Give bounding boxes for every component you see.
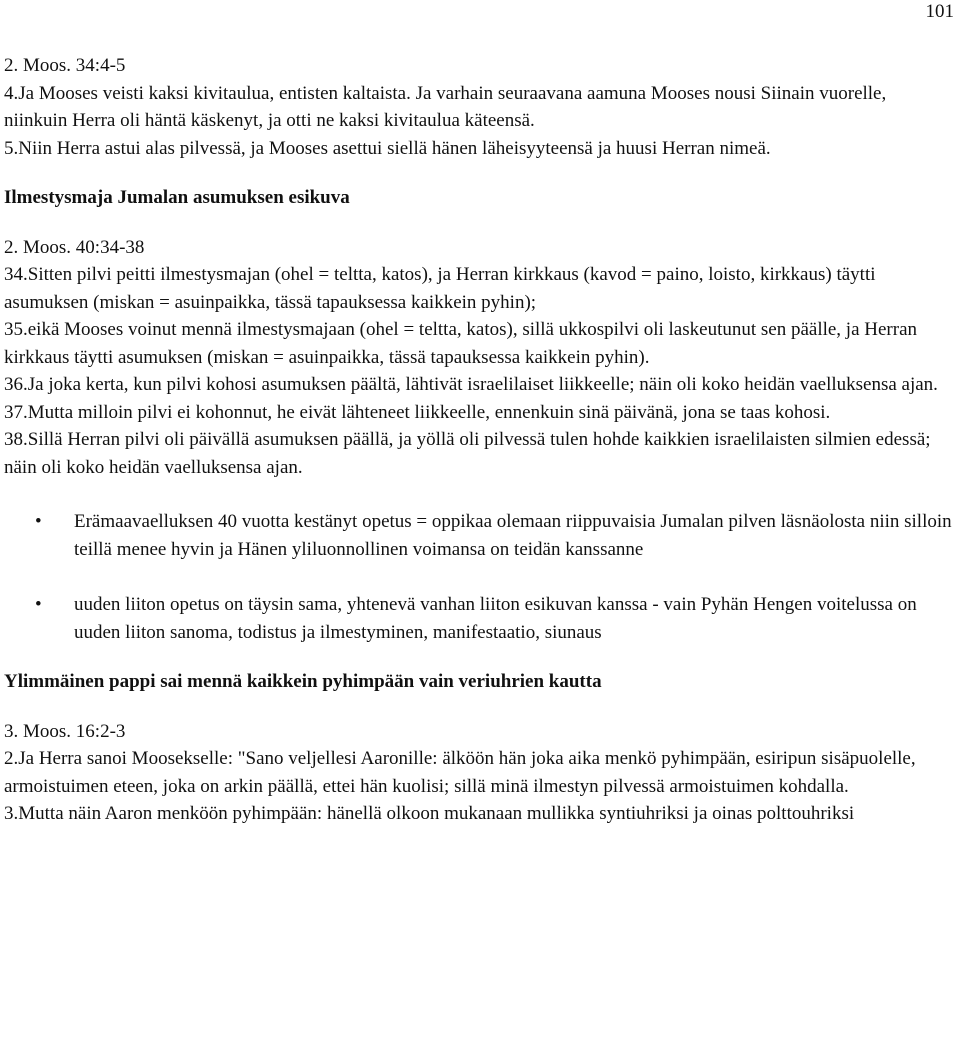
bullet-list <box>4 508 954 646</box>
verse-36: 36.Ja joka kerta, kun pilvi kohosi asumuksen päältä, lähtivät israelilaiset liikkeelle; näin oli koko heidän vaelluksensa ajan. <box>4 374 938 395</box>
page-number: 101 <box>925 1 954 22</box>
section-tabernacle <box>4 184 954 646</box>
bullet-icon: • <box>35 511 42 532</box>
verse-4: 4.Ja Mooses veisti kaksi kivitaulua, entisten kaltaista. Ja varhain seuraavana aamuna Mooses nousi Siinain vuorelle, niinkuin Herra oli häntä käskenyt, ja otti ne kaksi kivitaulua käteensä. <box>4 82 887 131</box>
scripture-reference: 3. Moos. 16:2-3 <box>4 720 126 742</box>
section-exodus-34 <box>4 52 954 162</box>
spacer <box>4 212 954 234</box>
verse-5: 5.Niin Herra astui alas pilvessä, ja Mooses asettui siellä hänen läheisyyteensä ja huusi Herran nimeä. <box>4 137 771 159</box>
list-item-text: uuden liiton opetus on täysin sama, yhtenevä vanhan liiton esikuvan kanssa - vain Pyhän Hengen voitelussa on uuden liiton sanoma, todistus ja ilmestyminen, manifestaatio, siunaus <box>74 594 917 643</box>
verse-37: 37.Mutta milloin pilvi ei kohonnut, he eivät lähteneet liikkeelle, ennenkuin sinä päivänä, jona se taas kohosi. <box>4 401 831 423</box>
bullet-icon: • <box>35 594 42 615</box>
verse-38: 38.Sillä Herran pilvi oli päivällä asumuksen päällä, ja yöllä oli pilvessä tulen hohde kaikkien israelilaisten silmien edessä; näin oli koko heidän vaelluksensa ajan. <box>4 429 931 478</box>
list-item <box>4 591 954 646</box>
section-heading: Ylimmäinen pappi sai mennä kaikkein pyhimpään vain veriuhrien kautta <box>4 671 602 692</box>
section-heading: Ilmestysmaja Jumalan asumuksen esikuva <box>4 187 350 208</box>
verse-2: 2.Ja Herra sanoi Moosekselle: "Sano veljellesi Aaronille: älköön hän joka aika menkö pyhimpään, esiripun sisäpuolelle, armoistuimen eteen, joka on arkin päällä, ettei hän kuolisi; sillä minä ilmestyn pilvessä armoistuimen kohdalla. <box>4 748 916 797</box>
list-item <box>4 508 954 563</box>
spacer <box>4 696 954 718</box>
section-high-priest <box>4 668 954 828</box>
verse-35: 35.eikä Mooses voinut mennä ilmestysmajaan (ohel = teltta, katos), sillä ukkospilvi oli laskeutunut sen päälle, ja Herran kirkkaus täytti asumuksen (miskan = asuinpaikka, tässä tapauksessa kaikkein pyhin). <box>4 319 918 368</box>
spacer <box>4 481 954 508</box>
scripture-reference: 2. Moos. 40:34-38 <box>4 236 145 258</box>
document-body <box>4 52 954 828</box>
spacer <box>4 646 954 668</box>
scripture-reference: 2. Moos. 34:4-5 <box>4 55 126 76</box>
verse-3: 3.Mutta näin Aaron menköön pyhimpään: hänellä olkoon mukanaan mullikka syntiuhriksi ja oinas polttouhriksi <box>4 803 855 824</box>
spacer <box>4 162 954 184</box>
list-item-text: Erämaavaelluksen 40 vuotta kestänyt opetus = oppikaa olemaan riippuvaisia Jumalan pilven läsnäolosta niin silloin teillä menee hyvin ja Hänen yliluonnollinen voimansa on teidän kanssanne <box>74 511 952 560</box>
verse-34: 34.Sitten pilvi peitti ilmestysmajan (ohel = teltta, katos), ja Herran kirkkaus (kavod = paino, loisto, kirkkaus) täytti asumuksen (miskan = asuinpaikka, tässä tapauksessa kaikkein pyhin); <box>4 264 876 313</box>
